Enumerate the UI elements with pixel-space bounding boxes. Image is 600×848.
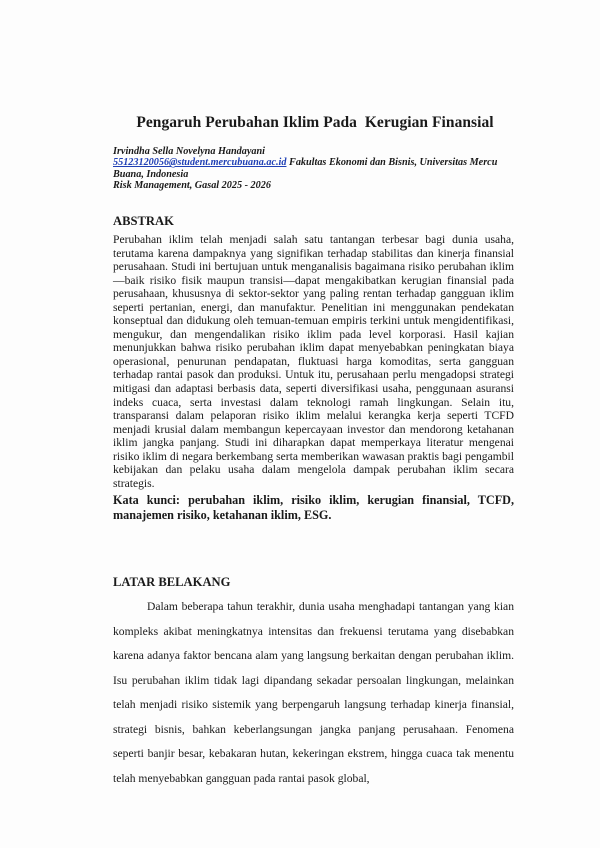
author-name: Irvindha Sella Novelyna Handayani: [113, 146, 265, 157]
author-contact: [113, 157, 513, 180]
paper-title: Pengaruh Perubahan Iklim Pada Kerugian Finansial: [136, 114, 494, 131]
author-block: [113, 146, 513, 192]
author-affiliation: Fakultas Ekonomi dan Bisnis, Universitas Mercu Buana, Indonesia: [113, 157, 498, 180]
keywords: Kata kunci: perubahan iklim, risiko iklim, kerugian finansial, TCFD, manajemen risiko, ketahanan iklim, ESG.: [113, 493, 514, 522]
author-email-link[interactable]: 55123120056@student.mercubuana.ac.id: [113, 157, 287, 169]
background-heading: LATAR BELAKANG: [113, 575, 231, 589]
abstract-heading: ABSTRAK: [113, 214, 174, 228]
course-info: Risk Management, Gasal 2025 - 2026: [113, 180, 271, 192]
abstract-text: Perubahan iklim telah menjadi salah satu tantangan terbesar bagi dunia usaha, terutama karena dampaknya yang signifikan terhadap stabilitas dan kinerja finansial perusahaan. Studi ini bertujuan untuk menganalisis bagaimana risiko perubahan iklim—baik risiko fisik maupun transisi—dapat mengakibatkan kerugian finansial pada perusahaan, khususnya di sektor-sektor yang paling rentan terhadap gangguan iklim seperti pertanian, energi, dan manufaktur. Penelitian ini menggunakan pendekatan konseptual dan didukung oleh temuan-temuan empiris terkini untuk mengidentifikasi, mengukur, dan mengendalikan risiko iklim pada level korporasi. Hasil kajian menunjukkan bahwa risiko perubahan iklim dapat menyebabkan peningkatan biaya operasional, penurunan pendapatan, fluktuasi harga komoditas, serta gangguan terhadap rantai pasok dan produksi. Untuk itu, perusahaan perlu mengadopsi strategi mitigasi dan adaptasi berbasis data, seperti diversifikasi usaha, penggunaan asuransi indeks cuaca, serta investasi dalam teknologi ramah lingkungan. Selain itu, transparansi dalam pelaporan risiko iklim melalui kerangka kerja seperti TCFD menjadi krusial dalam membangun kepercayaan investor dan mendorong ketahanan iklim jangka panjang. Studi ini diharapkan dapat memperkaya literatur mengenai risiko iklim di negara berkembang serta memberikan wawasan praktis bagi pengambil kebijakan dan pelaku usaha dalam mengelola dampak perubahan iklim secara strategis.: [113, 233, 514, 490]
background-text: Dalam beberapa tahun terakhir, dunia usaha menghadapi tantangan yang kian kompleks akibat meningkatnya intensitas dan frekuensi terutama yang disebabkan karena adanya faktor bencana alam yang langsung berkaitan dengan perubahan iklim. Isu perubahan iklim tidak lagi dipandang sekadar persoalan lingkungan, melainkan telah menjadi risiko sistemik yang berpengaruh langsung terhadap kinerja finansial, strategi bisnis, bahkan keberlangsungan jangka panjang perusahaan. Fenomena seperti banjir besar, kebakaran hutan, kekeringan ekstrem, hingga cuaca tak menentu telah menyebabkan gangguan pada rantai pasok global,: [113, 600, 514, 785]
